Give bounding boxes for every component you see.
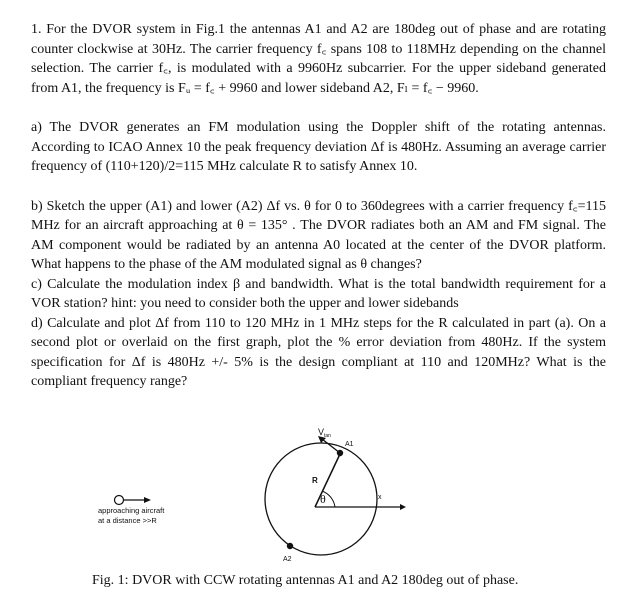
part-a: a) The DVOR generates an FM modulation using the Doppler shift of the rotating antennas. According to ICAO Annex 10 the peak frequency deviation Δf is 480Hz. Assuming an average carrier frequency of (110+120)/2=115 MHz calculate R to satisfy Annex 10. — [31, 120, 606, 174]
question-text — [31, 20, 606, 392]
theta-label: θ — [320, 492, 326, 506]
question-intro: 1. For the DVOR system in Fig.1 the antennas A1 and A2 are 180deg out of phase and are rotating counter clockwise at 30Hz. The carrier frequency f꜀ spans 108 to 118MHz depending on the channel selection. The carrier f꜀, is modulated with a 9960Hz subcarrier. For the upper sideband generated from A1, the frequency is Fᵤ = f꜀ + 9960 and lower sideband A2, Fₗ = f꜀ − 9960. — [31, 22, 606, 96]
aircraft-label-line1: approaching aircraft — [98, 506, 165, 515]
aircraft-arrowhead — [144, 497, 151, 503]
part-c: c) Calculate the modulation index β and bandwidth. What is the total bandwidth requirement for a VOR station? hint: you need to consider both the upper and lower sidebands — [31, 276, 606, 311]
figure-caption: Fig. 1: DVOR with CCW rotating antennas A1 and A2 180deg out of phase. — [92, 573, 519, 588]
aircraft-icon — [115, 496, 124, 505]
part-d: d) Calculate and plot Δf from 110 to 120 MHz in 1 MHz steps for the R calculated in part (a). On a second plot or overlaid on the first graph, plot the % error deviation from 480Hz. If the system specification for Δf is 480Hz +/- 5% is the design compliant at 110 and 120MHz? What is the compliant frequency range? — [31, 315, 606, 389]
radius-label: R — [312, 476, 318, 485]
x-axis-arrowhead — [400, 504, 406, 510]
radius-line — [315, 454, 340, 507]
antenna-a1-label: A1 — [345, 441, 354, 448]
antenna-a2-label: A2 — [283, 556, 292, 563]
x-axis-label: x — [378, 494, 382, 501]
vtan-label: $V_{tan}$ — [318, 427, 331, 439]
part-b: b) Sketch the upper (A1) and lower (A2) Δf vs. θ for 0 to 360degrees with a carrier frequency f꜀=115 MHz for an aircraft approaching at θ = 135° . The DVOR radiates both an AM and FM signal. The AM component would be radiated by an antenna A0 located at the center of the DVOR platform. What happens to the phase of the AM modulated signal as θ changes? — [31, 198, 606, 272]
aircraft-label-line2: at a distance >>R — [98, 516, 157, 525]
antenna-a2-dot — [287, 543, 293, 549]
